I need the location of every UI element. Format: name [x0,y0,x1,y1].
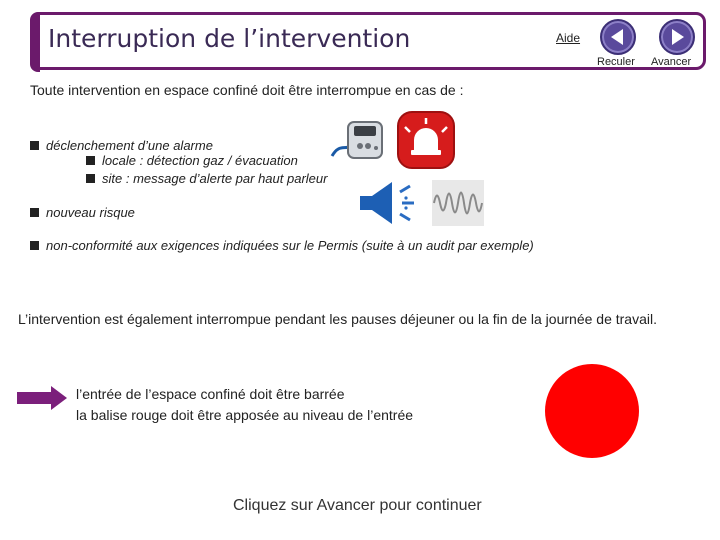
list-item-alarm-local [86,153,298,168]
list-item-label: nouveau risque [46,205,135,220]
sound-wave-icon [432,180,484,226]
right-arrow-icon [17,384,69,412]
forward-arrow-icon [661,21,693,53]
list-item-label: non-conformité aux exigences indiquées sur le Permis (suite à un audit par exemple) [46,238,534,253]
action-line-beacon: la balise rouge doit être apposée au niveau de l’entrée [76,407,414,423]
forward-label[interactable]: Avancer [651,56,692,68]
bullet-icon [86,174,95,183]
continue-instruction: Cliquez sur Avancer pour continuer [233,497,482,514]
intro-text: Toute intervention en espace confiné doit être interrompue en cas de : [30,82,464,98]
list-item-label: site : message d’alerte par haut parleur [102,171,328,186]
back-button[interactable] [600,19,636,55]
action-line-barrier: l’entrée de l’espace confiné doit être barrée [76,386,345,402]
alarm-beacon-icon [396,110,456,170]
title-frame-accent [30,12,40,72]
red-beacon-circle [545,364,639,458]
list-item-alarm [30,138,213,153]
back-label[interactable]: Reculer [597,56,635,68]
loudspeaker-icon [358,178,430,228]
bullet-icon [86,156,95,165]
page-title: Interruption de l’intervention [48,24,411,53]
list-item-nonconformity [30,238,534,253]
bullet-icon [30,208,39,217]
list-item-new-risk [30,205,135,220]
forward-button[interactable] [659,19,695,55]
list-item-alarm-site [86,171,327,186]
help-link[interactable]: Aide [556,31,581,45]
info-paragraph: L’intervention est également interrompue pendant les pauses déjeuner ou la fin de la journée de travail. [18,311,657,327]
bullet-icon [30,141,39,150]
gas-detector-icon [328,112,390,168]
list-item-label: déclenchement d’une alarme [46,138,213,153]
bullet-icon [30,241,39,250]
list-item-label: locale : détection gaz / évacuation [102,153,298,168]
back-arrow-icon [602,21,634,53]
